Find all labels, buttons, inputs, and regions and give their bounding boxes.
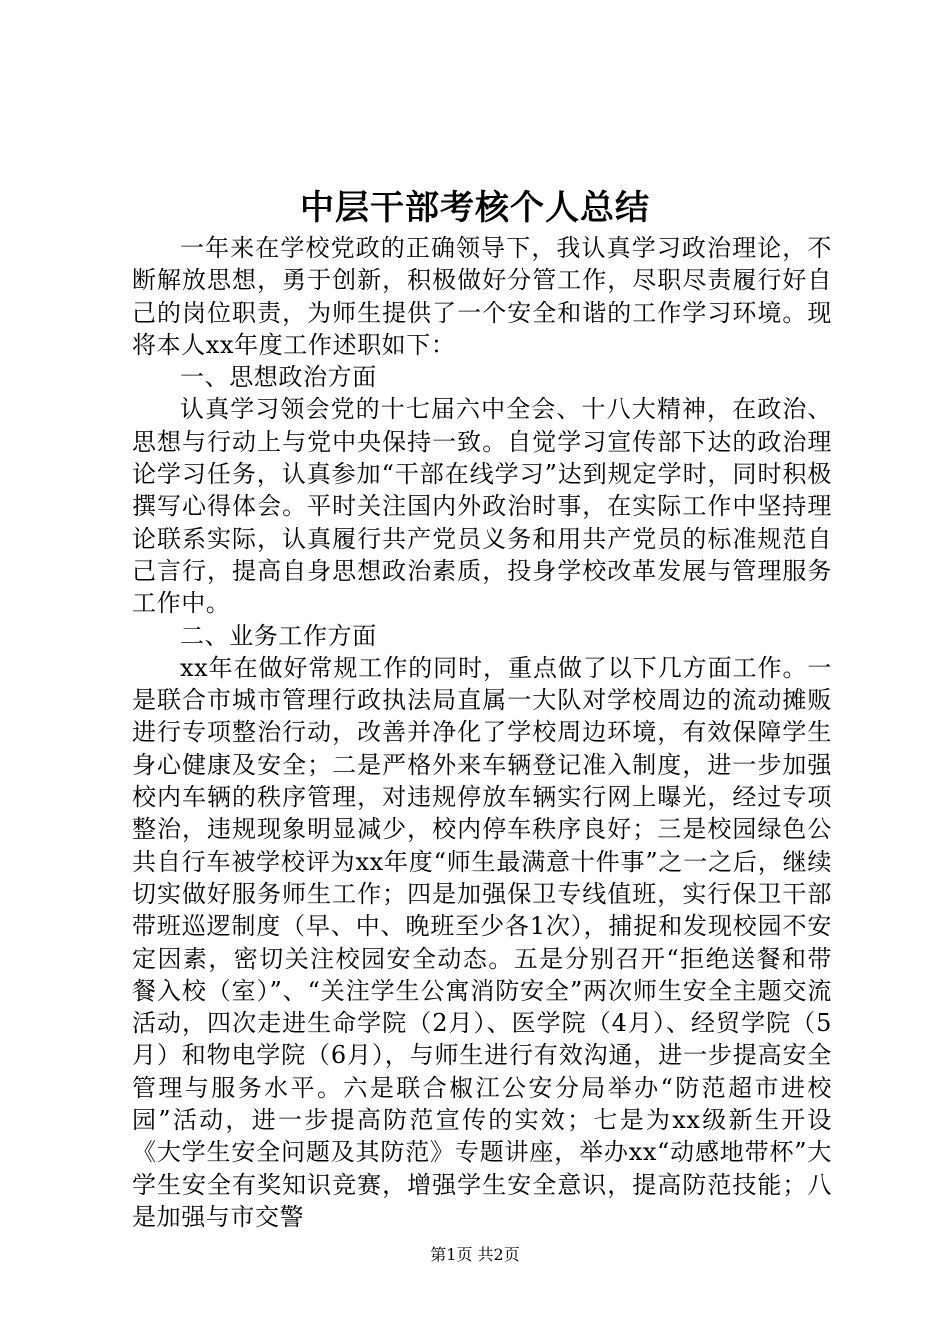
paragraph-intro: 一年来在学校党政的正确领导下，我认真学习政治理论，不断解放思想，勇于创新，积极做好分管工作，尽职尽责履行好自己的岗位职责，为师生提供了一个安全和谐的工作学习环境。现将本人xx年度工作述职如下：: [132, 234, 832, 359]
page-number-footer: 第1页 共2页: [430, 1245, 520, 1264]
paragraph-political: 认真学习领会党的十七届六中全会、十八大精神，在政治、思想与行动上与党中央保持一致。自觉学习宣传部下达的政治理论学习任务，认真参加“干部在线学习”达到规定学时，同时积极撰写心得体会。平时关注国内外政治时事，在实际工作中坚持理论联系实际，认真履行共产党员义务和用共产党员的标准规范自己言行，提高自身思想政治素质，投身学校改革发展与管理服务工作中。: [132, 395, 832, 618]
paragraph-work: xx年在做好常规工作的同时，重点做了以下几方面工作。一是联合市城市管理行政执法局直属一大队对学校周边的流动摊贩进行专项整治行动，改善并净化了学校周边环境，有效保障学生身心健康及安全；二是严格外来车辆登记准入制度，进一步加强校内车辆的秩序管理，对违规停放车辆实行网上曝光，经过专项整治，违规现象明显减少，校内停车秩序良好；三是校园绿色公共自行车被学校评为xx年度“师生最满意十件事”之一之后，继续切实做好服务师生工作；四是加强保卫专线值班，实行保卫干部带班巡逻制度（早、中、晚班至少各1次），捕捉和发现校园不安定因素，密切关注校园安全动态。五是分别召开“拒绝送餐和带餐入校（室）”、“关注学生公寓消防安全”两次师生安全主题交流活动，四次走进生命学院（2月）、医学院（4月）、经贸学院（5月）和物电学院（6月），与师生进行有效沟通，进一步提高安全管理与服务水平。六是联合椒江公安分局举办“防范超市进校园”活动，进一步提高防范宣传的实效；七是为xx级新生开设《大学生安全问题及其防范》专题讲座，举办xx“动感地带杯”大学生安全有奖知识竞赛，增强学生安全意识，提高防范技能；八是加强与市交警: [132, 653, 832, 1231]
document-title: 中层干部考核个人总结: [300, 188, 650, 228]
section-heading-work: 二、业务工作方面: [180, 621, 377, 650]
document-body: [132, 232, 832, 1233]
section-heading-political: 一、思想政治方面: [180, 363, 377, 392]
